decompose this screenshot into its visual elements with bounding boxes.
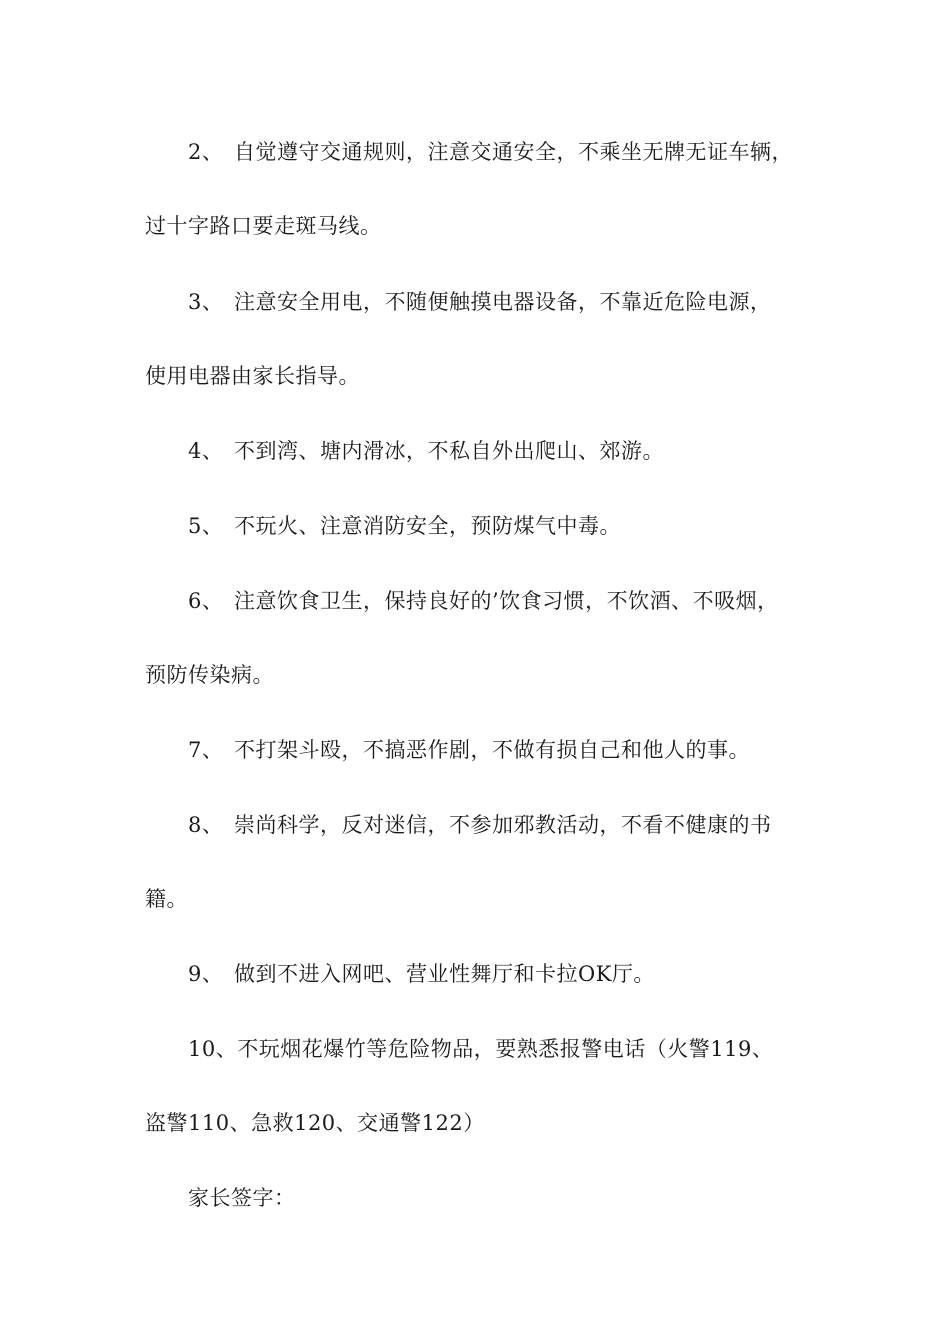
- list-item-4-line-1: [188, 437, 664, 465]
- item-number: 4、: [188, 439, 224, 463]
- item-text: 自觉遵守交通规则，注意交通安全，不乘坐无牌无证车辆，: [234, 140, 793, 164]
- list-item-8-line-1: [188, 811, 772, 839]
- item-number: 2、: [188, 140, 224, 164]
- list-item-8-line-2: 籍。: [145, 887, 188, 911]
- list-item-5-line-1: [188, 512, 621, 540]
- list-item-3-line-1: [188, 288, 772, 316]
- list-item-2-line-1: [188, 138, 793, 166]
- list-item-3-line-2: 使用电器由家长指导。: [145, 364, 360, 388]
- item-number: 5、: [188, 514, 224, 538]
- list-item-2-line-2: 过十字路口要走斑马线。: [145, 214, 382, 238]
- item-text: 不到湾、塘内滑冰，不私自外出爬山、郊游。: [234, 439, 664, 463]
- item-text: 不玩火、注意消防安全，预防煤气中毒。: [234, 514, 621, 538]
- list-item-6-line-2: 预防传染病。: [145, 663, 274, 687]
- item-text: 注意安全用电，不随便触摸电器设备，不靠近危险电源，: [234, 290, 772, 314]
- item-number: 3、: [188, 290, 224, 314]
- list-item-10-line-2: 盗警110、急救120、交通警122）: [145, 1111, 485, 1135]
- item-number: 9、: [188, 962, 224, 986]
- item-text: 不打架斗殴，不搞恶作剧，不做有损自己和他人的事。: [234, 738, 750, 762]
- list-item-7-line-1: [188, 736, 750, 764]
- parent-signature-label: 家长签字：: [188, 1186, 296, 1210]
- item-number: 7、: [188, 738, 224, 762]
- item-text: 不玩烟花爆竹等危险物品，要熟悉报警电话（火警119、: [237, 1037, 774, 1061]
- item-number: 8、: [188, 813, 224, 837]
- item-text: 做到不进入网吧、营业性舞厅和卡拉OK厅。: [234, 962, 655, 986]
- item-number: 6、: [188, 589, 224, 613]
- item-text: 注意饮食卫生，保持良好的’饮食习惯，不饮酒、不吸烟，: [234, 589, 779, 613]
- list-item-9-line-1: [188, 960, 655, 988]
- item-text: 崇尚科学，反对迷信，不参加邪教活动，不看不健康的书: [234, 813, 772, 837]
- list-item-6-line-1: [188, 587, 779, 615]
- list-item-10-line-1: [188, 1035, 773, 1063]
- item-number: 10、: [188, 1037, 238, 1061]
